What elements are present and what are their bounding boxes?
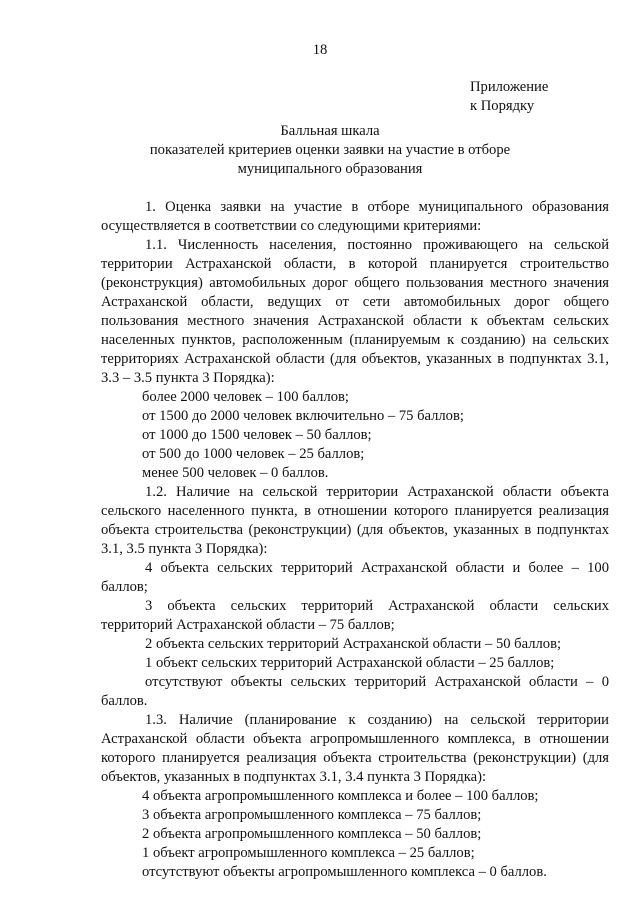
- title-line: муниципального образования: [237, 161, 423, 177]
- list-item: от 500 до 1000 человек – 25 баллов;: [142, 446, 365, 462]
- page-number: 18: [312, 42, 328, 58]
- list-item: отсутствуют объекты агропромышленного комплекса – 0 баллов.: [142, 864, 547, 880]
- list-item: 2 объекта сельских территорий Астраханской области – 50 баллов;: [145, 636, 562, 652]
- list-item: 3 объекта сельских территорий Астраханской области сельских территорий Астраханской области – 75 баллов;: [101, 598, 609, 633]
- list-item: отсутствуют объекты сельских территорий Астраханской области – 0 баллов.: [101, 674, 609, 709]
- list-item: от 1000 до 1500 человек – 50 баллов;: [142, 427, 372, 443]
- paragraph-intro: 1. Оценка заявки на участие в отборе муниципального образования осуществляется в соответствии со следующими критериями:: [101, 199, 609, 234]
- list-item: 3 объекта агропромышленного комплекса – 75 баллов;: [142, 807, 482, 823]
- list-item: 1 объект агропромышленного комплекса – 25 баллов;: [142, 845, 475, 861]
- appendix-line: к Порядку: [470, 98, 535, 114]
- appendix-line: Приложение: [470, 79, 549, 95]
- list-item: менее 500 человек – 0 баллов.: [142, 465, 329, 481]
- list-item: от 1500 до 2000 человек включительно – 75 баллов;: [142, 408, 464, 424]
- paragraph-criterion-1-3: 1.3. Наличие (планирование к созданию) на сельской территории Астраханской области объекта агропромышленного комплекса, в отношении которого планируется реализация объекта строительства (реконструкции) (для объектов, указанных в подпунктах 3.1, 3.4 пункта 3 Порядка):: [101, 712, 609, 785]
- title-line: Балльная шкала: [280, 123, 380, 139]
- list-item: 2 объекта агропромышленного комплекса – 50 баллов;: [142, 826, 482, 842]
- list-item: 4 объекта сельских территорий Астраханской области и более – 100 баллов;: [101, 560, 609, 595]
- title-line: показателей критериев оценки заявки на участие в отборе: [149, 142, 511, 158]
- document-title: [140, 122, 520, 179]
- list-item: более 2000 человек – 100 баллов;: [142, 389, 349, 405]
- document-body: [101, 198, 609, 882]
- list-item: 4 объекта агропромышленного комплекса и более – 100 баллов;: [142, 788, 539, 804]
- paragraph-criterion-1-2: 1.2. Наличие на сельской территории Астраханской области объекта сельского населенного пункта, в отношении которого планируется реализация объекта строительства (реконструкции) (для объектов, указанных в подпунктах 3.1, 3.5 пункта 3 Порядка):: [101, 484, 609, 557]
- appendix-header: [470, 78, 620, 116]
- paragraph-criterion-1-1: 1.1. Численность населения, постоянно проживающего на сельской территории Астраханской области, в которой планируется строительство (реконструкция) автомобильных дорог общего пользования местного значения Астраханской области, ведущих от сети автомобильных дорог общего пользования местного значения Астраханской области к объектам сельских населенных пунктов, расположенным (планируемым к созданию) на сельских территориях Астраханской области (для объектов, указанных в подпунктах 3.1, 3.3 – 3.5 пункта 3 Порядка):: [101, 237, 609, 386]
- list-item: 1 объект сельских территорий Астраханской области – 25 баллов;: [145, 655, 555, 671]
